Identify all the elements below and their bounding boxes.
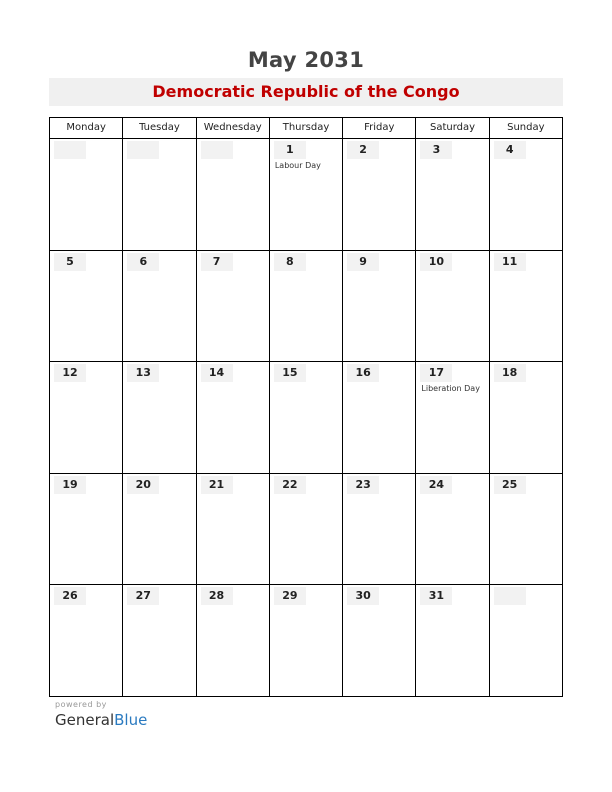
day-number: 3 bbox=[420, 141, 452, 159]
day-number bbox=[127, 141, 159, 159]
day-number bbox=[201, 141, 233, 159]
powered-by-text: powered by bbox=[55, 700, 107, 709]
day-number: 17 bbox=[420, 364, 452, 382]
day-cell bbox=[270, 139, 343, 250]
day-cell bbox=[50, 474, 123, 585]
day-number: 2 bbox=[347, 141, 379, 159]
weekday-header: Tuesday bbox=[123, 118, 196, 138]
brand-general: General bbox=[55, 711, 115, 729]
calendar-grid bbox=[49, 117, 563, 697]
day-cell bbox=[197, 139, 270, 250]
weekday-header: Wednesday bbox=[197, 118, 270, 138]
day-cell bbox=[490, 585, 562, 697]
day-number: 30 bbox=[347, 587, 379, 605]
day-number: 8 bbox=[274, 253, 306, 271]
holiday-label: Liberation Day bbox=[421, 384, 480, 394]
day-number: 27 bbox=[127, 587, 159, 605]
day-number: 24 bbox=[420, 476, 452, 494]
day-number: 4 bbox=[494, 141, 526, 159]
day-cell bbox=[343, 362, 416, 473]
day-number: 6 bbox=[127, 253, 159, 271]
weekday-header: Saturday bbox=[416, 118, 489, 138]
day-number: 21 bbox=[201, 476, 233, 494]
brand-blue: Blue bbox=[114, 711, 148, 729]
day-number: 23 bbox=[347, 476, 379, 494]
brand-logo[interactable] bbox=[55, 711, 147, 729]
day-cell bbox=[416, 251, 489, 362]
day-cell bbox=[123, 474, 196, 585]
day-cell bbox=[50, 139, 123, 250]
day-cell bbox=[123, 585, 196, 697]
day-number: 20 bbox=[127, 476, 159, 494]
day-cell bbox=[343, 251, 416, 362]
footer bbox=[55, 700, 147, 729]
day-cell bbox=[416, 474, 489, 585]
day-cell bbox=[123, 139, 196, 250]
day-cell bbox=[270, 585, 343, 697]
day-number: 1 bbox=[274, 141, 306, 159]
day-cell bbox=[490, 474, 562, 585]
day-number: 11 bbox=[494, 253, 526, 271]
day-cell bbox=[270, 474, 343, 585]
day-cell bbox=[123, 251, 196, 362]
day-number: 12 bbox=[54, 364, 86, 382]
week-row bbox=[50, 585, 562, 697]
day-cell bbox=[197, 362, 270, 473]
day-cell bbox=[416, 362, 489, 473]
day-cell bbox=[343, 139, 416, 250]
week-row bbox=[50, 139, 562, 251]
day-cell bbox=[270, 362, 343, 473]
day-number: 14 bbox=[201, 364, 233, 382]
day-cell bbox=[50, 251, 123, 362]
day-cell bbox=[343, 585, 416, 697]
day-number: 16 bbox=[347, 364, 379, 382]
week-row bbox=[50, 474, 562, 586]
day-number: 22 bbox=[274, 476, 306, 494]
day-number: 5 bbox=[54, 253, 86, 271]
weekday-header: Thursday bbox=[270, 118, 343, 138]
day-cell bbox=[197, 251, 270, 362]
page-title: May 2031 bbox=[247, 48, 365, 72]
day-cell bbox=[416, 585, 489, 697]
day-number: 19 bbox=[54, 476, 86, 494]
day-cell bbox=[490, 362, 562, 473]
day-number: 18 bbox=[494, 364, 526, 382]
day-cell bbox=[123, 362, 196, 473]
day-cell bbox=[490, 139, 562, 250]
day-cell bbox=[50, 585, 123, 697]
country-banner: Democratic Republic of the Congo bbox=[49, 78, 563, 106]
weekday-header: Sunday bbox=[507, 122, 545, 133]
day-cell bbox=[416, 139, 489, 250]
week-row bbox=[50, 362, 562, 474]
day-number: 25 bbox=[494, 476, 526, 494]
day-number bbox=[494, 587, 526, 605]
holiday-label: Labour Day bbox=[274, 161, 321, 170]
week-row bbox=[50, 251, 562, 363]
day-number: 7 bbox=[201, 253, 233, 271]
day-number: 28 bbox=[201, 587, 233, 605]
weekday-header-row bbox=[50, 118, 562, 139]
day-cell bbox=[50, 362, 123, 473]
weekday-header: Friday bbox=[343, 118, 416, 138]
day-number: 13 bbox=[127, 364, 159, 382]
day-number: 15 bbox=[274, 364, 306, 382]
day-number: 31 bbox=[420, 587, 452, 605]
day-number: 9 bbox=[347, 253, 379, 271]
day-number: 10 bbox=[420, 253, 452, 271]
day-number: 29 bbox=[274, 587, 306, 605]
day-cell bbox=[197, 585, 270, 697]
day-cell bbox=[490, 251, 562, 362]
day-cell bbox=[197, 474, 270, 585]
day-cell bbox=[270, 251, 343, 362]
day-number: 26 bbox=[54, 587, 86, 605]
day-number bbox=[54, 141, 86, 159]
weekday-header: Monday bbox=[50, 118, 123, 138]
day-cell bbox=[343, 474, 416, 585]
